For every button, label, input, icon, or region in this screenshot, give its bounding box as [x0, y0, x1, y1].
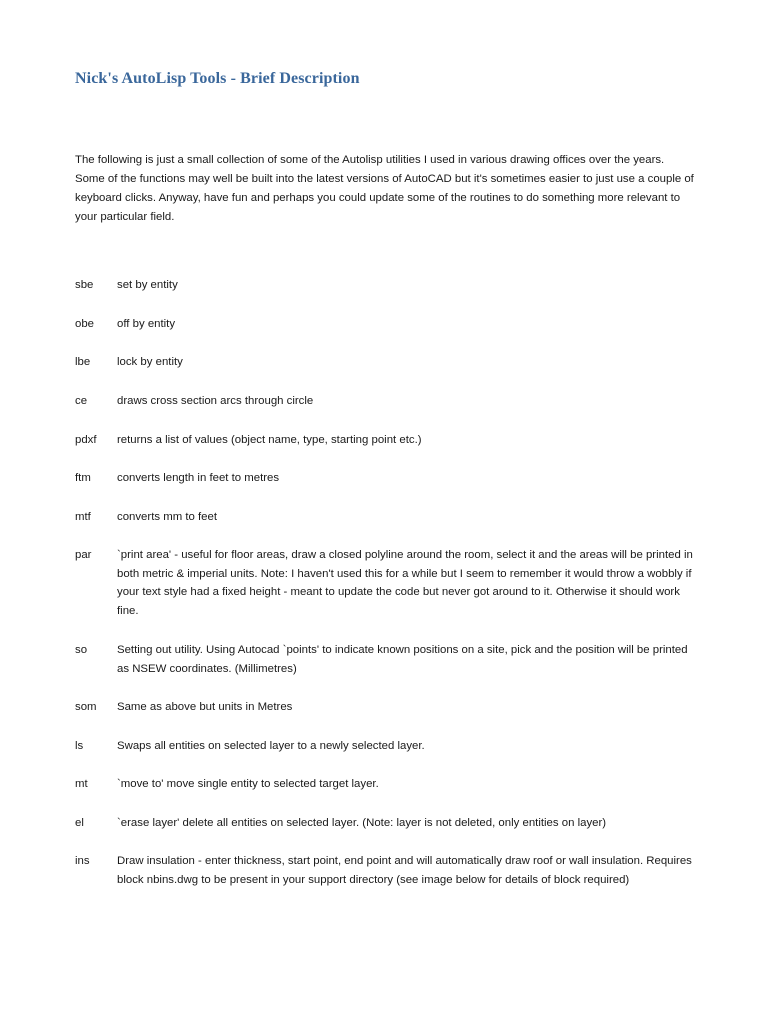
- command-name: ce: [75, 395, 88, 407]
- command-name: el: [75, 817, 84, 829]
- page-title: Nick's AutoLisp Tools - Brief Description: [75, 70, 360, 87]
- command-description: Setting out utility. Using Autocad `points' to indicate known positions on a site, pick and the position will be printed as NSEW coordinates. (Millimetres): [117, 644, 688, 675]
- command-name: mt: [75, 778, 88, 790]
- command-description: Swaps all entities on selected layer to a newly selected layer.: [117, 740, 425, 752]
- intro-paragraph: The following is just a small collection of some of the Autolisp utilities I used in various drawing offices over the years. Some of the functions may well be built into the latest versions of AutoCAD but it's sometimes easier to just use a couple of keyboard clicks. Anyway, have fun and perhaps you could update some of the routines to do something more relevant to your particular field.: [75, 154, 694, 223]
- command-name: mtf: [75, 511, 91, 523]
- command-name: sbe: [75, 279, 94, 291]
- command-description: `print area' - useful for floor areas, draw a closed polyline around the room, select it and the areas will be printed in both metric & imperial units. Note: I haven't used this for a while but I seem to remember it would throw a wobbly if your text style had a fixed height - meant to update the code but never got around to it. Otherwise it should work fine.: [117, 549, 693, 617]
- command-name: pdxf: [75, 434, 97, 446]
- command-description: draws cross section arcs through circle: [117, 395, 314, 407]
- command-description: set by entity: [117, 279, 178, 291]
- command-description: converts length in feet to metres: [117, 472, 280, 484]
- command-name: ins: [75, 855, 90, 867]
- command-description: returns a list of values (object name, type, starting point etc.): [117, 434, 422, 446]
- command-description: Same as above but units in Metres: [117, 701, 293, 713]
- command-name: par: [75, 549, 92, 561]
- command-name: so: [75, 644, 88, 656]
- command-description: off by entity: [117, 318, 176, 330]
- command-name: obe: [75, 318, 95, 330]
- command-name: lbe: [75, 356, 91, 368]
- command-description: `move to' move single entity to selected target layer.: [117, 778, 379, 790]
- command-name: ls: [75, 740, 84, 752]
- command-description: lock by entity: [117, 356, 183, 368]
- command-name: som: [75, 701, 97, 713]
- command-name: ftm: [75, 472, 91, 484]
- command-description: `erase layer' delete all entities on selected layer. (Note: layer is not deleted, only entities on layer): [117, 817, 607, 829]
- command-description: converts mm to feet: [117, 511, 218, 523]
- command-description: Draw insulation - enter thickness, start point, end point and will automatically draw roof or wall insulation. Requires block nbins.dwg to be present in your support directory (see image below for details of block required): [117, 855, 692, 886]
